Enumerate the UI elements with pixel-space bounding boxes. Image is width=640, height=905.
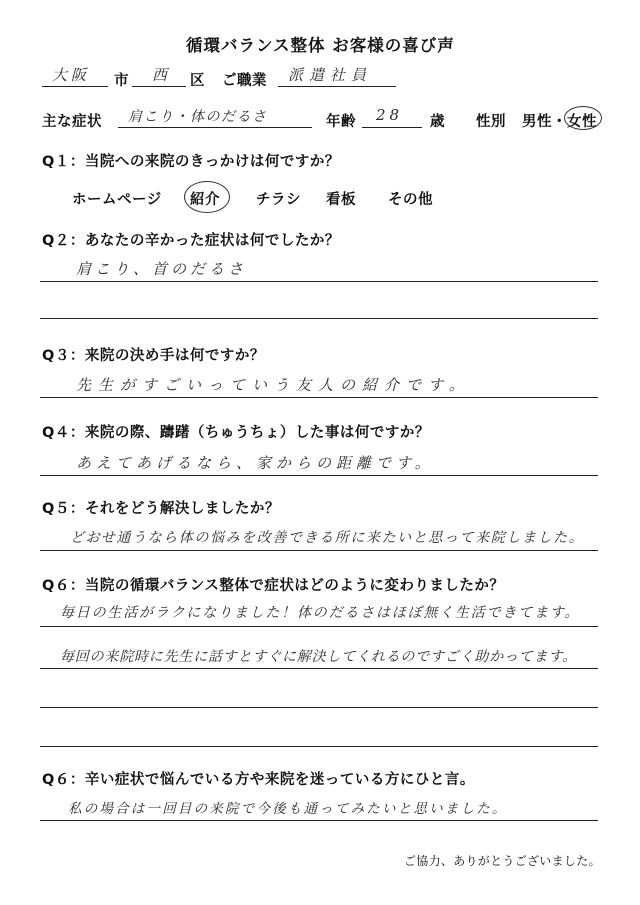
job-value: 派遣社員 [288, 66, 373, 84]
job-label: ご職業 [222, 73, 267, 89]
gender-selected-circle [564, 106, 602, 130]
q6-answer-line-2: 毎回の来院時に先生に話すとすぐに解決してくれるのですごく助かってます。 [60, 649, 577, 665]
q1-option-homepage: ホームページ [72, 192, 162, 208]
q4-line [40, 475, 598, 476]
q6-line-4 [40, 746, 598, 747]
q7-answer: 私の場合は一回目の来院で今後も通ってみたいと思いました。 [68, 801, 508, 817]
q5-line [40, 550, 598, 551]
age-value: 28 [376, 106, 404, 124]
q1-option-referral: 紹介 [190, 192, 220, 208]
symptom-label: 主な症状 [42, 114, 102, 130]
q6-line-2 [40, 668, 598, 669]
gender-options: 男性・女性 [522, 114, 597, 130]
q6-line-3 [40, 707, 598, 708]
q1-question: Q１：当院への来院のきっかけは何ですか？ [42, 154, 340, 170]
footer-thanks: ご協力、ありがとうございました。 [404, 854, 601, 868]
ward-value: 西 [152, 66, 172, 84]
city-value: 大阪 [52, 66, 91, 84]
job-underline [278, 86, 396, 87]
q2-line-2 [40, 318, 598, 319]
page-title: 循環バランス整体 お客様の喜び声 [186, 36, 455, 55]
age-underline [362, 127, 422, 128]
q1-selected-circle [184, 181, 230, 213]
q6-answer-line-1: 毎日の生活がラクになりました！体のだるさはほぼ無く生活できてます。 [60, 605, 581, 621]
q5-answer: どおせ通うなら体の悩みを改善できる所に来たいと思って来院しました。 [70, 530, 585, 546]
city-label: 市 [114, 73, 129, 89]
q4-question: Q４：来院の際、躊躇（ちゅうちょ）した事は何ですか？ [42, 425, 430, 441]
q3-answer: 先生がすごいっていう友人の紹介です。 [76, 376, 471, 394]
age-label: 年齢 [326, 114, 356, 130]
q6-question: Q６：当院の循環バランス整体で症状はどのように変わりましたか？ [42, 578, 505, 594]
q1-option-signboard: 看板 [326, 192, 356, 208]
q7-question: Q６：辛い症状で悩んでいる方や来院を迷っている方にひと言。 [42, 772, 475, 788]
ward-label: 区 [190, 73, 205, 89]
q6-line-1 [40, 626, 598, 627]
city-underline [42, 86, 108, 87]
symptom-underline [118, 127, 312, 128]
q2-line-1 [40, 281, 598, 282]
q5-question: Q５：それをどう解決しましたか？ [42, 501, 280, 517]
symptom-value: 肩こり・体のだるさ [128, 109, 268, 125]
q2-question: Q２：あなたの辛かった症状は何でしたか？ [42, 233, 340, 249]
q3-line [40, 397, 598, 398]
q2-answer-line-1: 肩こり、首のだるさ [76, 260, 248, 278]
q1-option-flyer: チラシ [256, 192, 301, 208]
q3-question: Q３：来院の決め手は何ですか？ [42, 348, 265, 364]
q7-line [40, 820, 598, 821]
q1-option-other: その他 [388, 192, 433, 208]
ward-underline [132, 86, 186, 87]
q4-answer: あえてあげるなら、家からの距離です。 [76, 454, 435, 472]
gender-label: 性別 [476, 114, 506, 130]
age-unit: 歳 [430, 114, 445, 130]
